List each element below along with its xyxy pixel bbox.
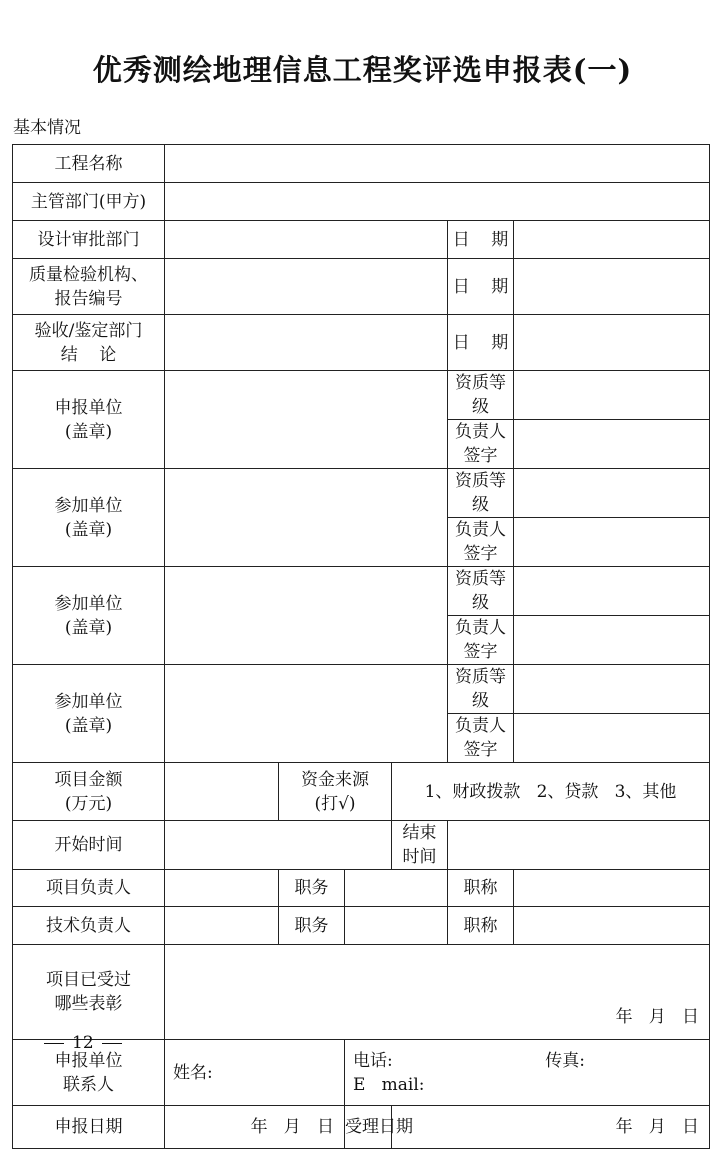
label-receive-date: 受理日期 xyxy=(345,1106,392,1149)
label-apply-date: 申报日期 xyxy=(13,1106,165,1149)
label-participant-1 xyxy=(13,469,165,567)
label-start-time: 开始时间 xyxy=(13,821,165,870)
label-qc-line1: 质量检验机构、 xyxy=(29,264,148,285)
field-title-rank-1[interactable] xyxy=(514,870,710,907)
field-position-1[interactable] xyxy=(345,870,448,907)
label-amount xyxy=(13,763,165,821)
awards-date: 年 月 日 xyxy=(615,1007,699,1027)
label-signature-3: 负责人签字 xyxy=(448,616,514,665)
label-phone: 电话: xyxy=(353,1050,393,1071)
label-fund-line1: 资金来源 xyxy=(301,769,369,790)
application-form-table xyxy=(12,144,710,1149)
field-qc-date[interactable] xyxy=(514,259,710,315)
label-authority: 主管部门(甲方) xyxy=(13,183,165,221)
field-start-time[interactable] xyxy=(165,821,392,870)
label-participant-2 xyxy=(13,567,165,665)
field-amount[interactable] xyxy=(165,763,279,821)
field-acceptance[interactable] xyxy=(165,315,448,371)
label-participant-line2: (盖章) xyxy=(64,519,113,540)
label-end-time: 结束时间 xyxy=(392,821,448,870)
field-title-rank-2[interactable] xyxy=(514,907,710,945)
label-awards-line1: 项目已受过 xyxy=(46,970,131,990)
label-qc-line2: 报告编号 xyxy=(54,288,123,309)
label-participant-line1: 参加单位 xyxy=(54,593,123,614)
label-qualification-2: 资质等级 xyxy=(448,469,514,518)
field-receive-date[interactable]: 年 月 日 xyxy=(392,1106,710,1149)
label-awards xyxy=(13,945,165,1040)
field-qc[interactable] xyxy=(165,259,448,315)
label-name: 姓名: xyxy=(173,1062,213,1083)
footer-dash-left xyxy=(44,1043,64,1044)
label-position-1: 职务 xyxy=(279,870,345,907)
fund-source-options[interactable]: 1、财政拨款 2、贷款 3、其他 xyxy=(392,763,710,821)
field-qualification-1[interactable] xyxy=(514,371,710,420)
label-participant-line2: (盖章) xyxy=(64,617,113,638)
field-participant-1[interactable] xyxy=(165,469,448,567)
label-design-dept: 设计审批部门 xyxy=(13,221,165,259)
label-contact-line1: 申报单位 xyxy=(54,1050,123,1071)
label-fund-source xyxy=(279,763,392,821)
field-signature-3[interactable] xyxy=(514,616,710,665)
page-footer xyxy=(36,1033,130,1053)
label-contact-line2: 联系人 xyxy=(63,1074,114,1095)
label-participant-line2: (盖章) xyxy=(64,715,113,736)
field-project-name[interactable] xyxy=(165,145,710,183)
form-title: 优秀测绘地理信息工程奖评选申报表(一) xyxy=(92,53,633,87)
field-project-lead[interactable] xyxy=(165,870,279,907)
label-tech-lead: 技术负责人 xyxy=(13,907,165,945)
label-title-rank-1: 职称 xyxy=(448,870,514,907)
field-position-2[interactable] xyxy=(345,907,448,945)
label-awards-line2: 哪些表彰 xyxy=(54,994,123,1014)
field-qualification-2[interactable] xyxy=(514,469,710,518)
label-accept-line1: 验收/鉴定部门 xyxy=(34,320,143,341)
field-accept-date[interactable] xyxy=(514,315,710,371)
field-apply-date[interactable]: 年 月 日 xyxy=(165,1106,345,1149)
label-participant-line1: 参加单位 xyxy=(54,495,123,516)
label-qualification-1: 资质等级 xyxy=(448,371,514,420)
field-authority[interactable] xyxy=(165,183,710,221)
field-signature-2[interactable] xyxy=(514,518,710,567)
label-accept-line2: 结 论 xyxy=(60,344,117,365)
footer-dash-right xyxy=(102,1043,122,1044)
field-design-date[interactable] xyxy=(514,221,710,259)
field-contact-name[interactable] xyxy=(165,1040,345,1106)
label-signature-4: 负责人签字 xyxy=(448,714,514,763)
field-contact-info[interactable] xyxy=(345,1040,710,1106)
field-tech-lead[interactable] xyxy=(165,907,279,945)
section-heading: 基本情况 xyxy=(13,118,81,138)
label-fund-line2: (打√) xyxy=(314,793,356,814)
label-email: E mail: xyxy=(353,1074,425,1095)
label-amount-line1: 项目金额 xyxy=(54,769,123,790)
label-project-name: 工程名称 xyxy=(13,145,165,183)
label-signature-1: 负责人签字 xyxy=(448,420,514,469)
page-number: 12 xyxy=(72,1033,94,1053)
label-accept-date: 日 期 xyxy=(448,315,514,371)
label-applicant xyxy=(13,371,165,469)
label-title-rank-2: 职称 xyxy=(448,907,514,945)
field-awards[interactable] xyxy=(165,945,710,1040)
label-qualification-3: 资质等级 xyxy=(448,567,514,616)
label-applicant-line2: (盖章) xyxy=(64,421,113,442)
label-acceptance xyxy=(13,315,165,371)
label-qualification-4: 资质等级 xyxy=(448,665,514,714)
field-participant-2[interactable] xyxy=(165,567,448,665)
label-project-lead: 项目负责人 xyxy=(13,870,165,907)
field-signature-4[interactable] xyxy=(514,714,710,763)
label-participant-line1: 参加单位 xyxy=(54,691,123,712)
label-fax: 传真: xyxy=(545,1050,585,1071)
label-participant-3 xyxy=(13,665,165,763)
label-design-date: 日 期 xyxy=(448,221,514,259)
label-qc xyxy=(13,259,165,315)
field-participant-3[interactable] xyxy=(165,665,448,763)
field-signature-1[interactable] xyxy=(514,420,710,469)
field-design-dept[interactable] xyxy=(165,221,448,259)
field-end-time[interactable] xyxy=(448,821,710,870)
label-signature-2: 负责人签字 xyxy=(448,518,514,567)
label-amount-line2: (万元) xyxy=(64,793,113,814)
field-applicant[interactable] xyxy=(165,371,448,469)
field-qualification-3[interactable] xyxy=(514,567,710,616)
field-qualification-4[interactable] xyxy=(514,665,710,714)
label-position-2: 职务 xyxy=(279,907,345,945)
label-applicant-line1: 申报单位 xyxy=(54,397,123,418)
label-qc-date: 日 期 xyxy=(448,259,514,315)
